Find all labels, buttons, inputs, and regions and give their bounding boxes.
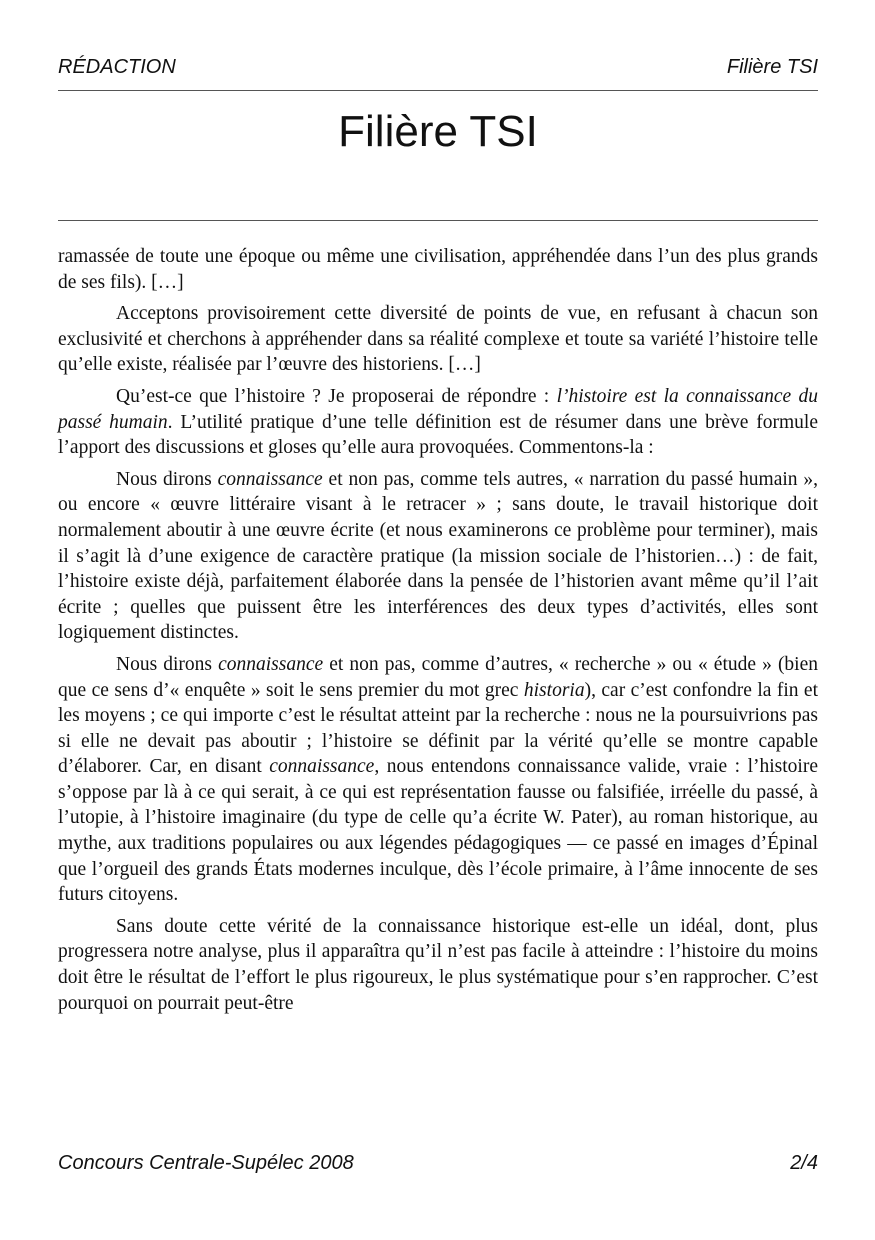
- document-page: [58, 0, 818, 1240]
- text-run: , nous entendons connaissance valide, vraie : l’histoire s’oppose par là à ce qui serait, à ce qui est représentation fausse ou falsifiée, irréelle du passé, à l’utopie, à l’histoire imaginaire (du type de celle qu’a écrite W. Pater), au roman historique, au mythe, aux traditions populaires ou aux légendes pédagogiques — ce passé en images d’Épinal que l’orgueil des grands États modernes inculque, dès l’école primaire, à l’âme innocente de ses futurs citoyens.: [58, 756, 818, 906]
- text-run: . L’utilité pratique d’une telle définition est de résumer dans une brève formule l’apport des discussions et gloses qu’elle aura provoquées. Commentons-la :: [58, 411, 818, 459]
- header-section-label: RÉDACTION: [58, 56, 176, 78]
- header-divider: [58, 90, 818, 91]
- emphasis-text: historia: [523, 679, 585, 701]
- footer-exam-label: Concours Centrale-Supélec 2008: [58, 1152, 354, 1174]
- title-divider: [58, 220, 818, 221]
- text-run: Nous dirons: [116, 468, 218, 490]
- text-run: Qu’est-ce que l’histoire ? Je proposerai de répondre :: [116, 385, 557, 407]
- emphasis-text: connaissance: [217, 468, 323, 490]
- paragraph: [58, 652, 818, 908]
- page-number: 2/4: [790, 1152, 818, 1174]
- emphasis-text: connaissance: [218, 653, 324, 675]
- page-header: [58, 56, 818, 82]
- page-title: Filière TSI: [338, 107, 538, 156]
- paragraph: [58, 467, 818, 646]
- text-run: ), car c’est confondre la fin et les moyens ; ce qui importe c’est le résultat atteint par la recherche : nous ne la poursuivrions pas si elle ne devait pas aboutir ; l’histoire se définit par la vérité qu’elle se montre capable d’élaborer. Car, en disant: [58, 679, 819, 778]
- document-body: [58, 244, 818, 1022]
- page-footer: [58, 1152, 818, 1178]
- paragraph: [58, 384, 818, 461]
- text-run: et non pas, comme d’autres, « recherche » ou « étude » (bien que ce sens d’« enquête » soit le sens premier du mot grec: [58, 653, 819, 701]
- paragraph: ramassée de toute une époque ou même une civilisation, appréhendée dans l’un des plus grands de ses fils). […]: [58, 246, 818, 293]
- emphasis-text: connaissance: [269, 756, 375, 778]
- paragraph: Sans doute cette vérité de la connaissance historique est-elle un idéal, dont, plus progressera notre analyse, plus il apparaîtra qu’il n’est pas facile à atteindre : l’histoire du moins doit être le résultat de l’effort le plus rigoureux, le plus systématique pour s’en rapprocher. C’est pourquoi on pourrait peut-être: [58, 915, 818, 1014]
- header-track-label: Filière TSI: [726, 56, 818, 78]
- paragraph: Acceptons provisoirement cette diversité de points de vue, en refusant à chacun son exclusivité et cherchons à appréhender dans sa réalité complexe et toute sa variété l’histoire telle qu’elle existe, réalisée par l’œuvre des historiens. […]: [58, 303, 818, 376]
- text-run: Nous dirons: [116, 653, 219, 675]
- text-run: et non pas, comme tels autres, « narration du passé humain », ou encore « œuvre littéraire visant à le retracer » ; sans doute, le travail historique doit normalement aboutir à une œuvre écrite (et nous examinerons ce problème pour terminer), mais il s’agit là d’une exigence de caractère pratique (la mission sociale de l’historien…) : de fait, l’histoire existe déjà, parfaitement élaborée dans la pensée de l’historien avant même qu’il l’ait écrite ; quelles que puissent être les interférences des deux types d’activités, elles sont logiquement distinctes.: [58, 468, 818, 644]
- emphasis-text: l’histoire est la connaissance du passé humain: [58, 385, 819, 433]
